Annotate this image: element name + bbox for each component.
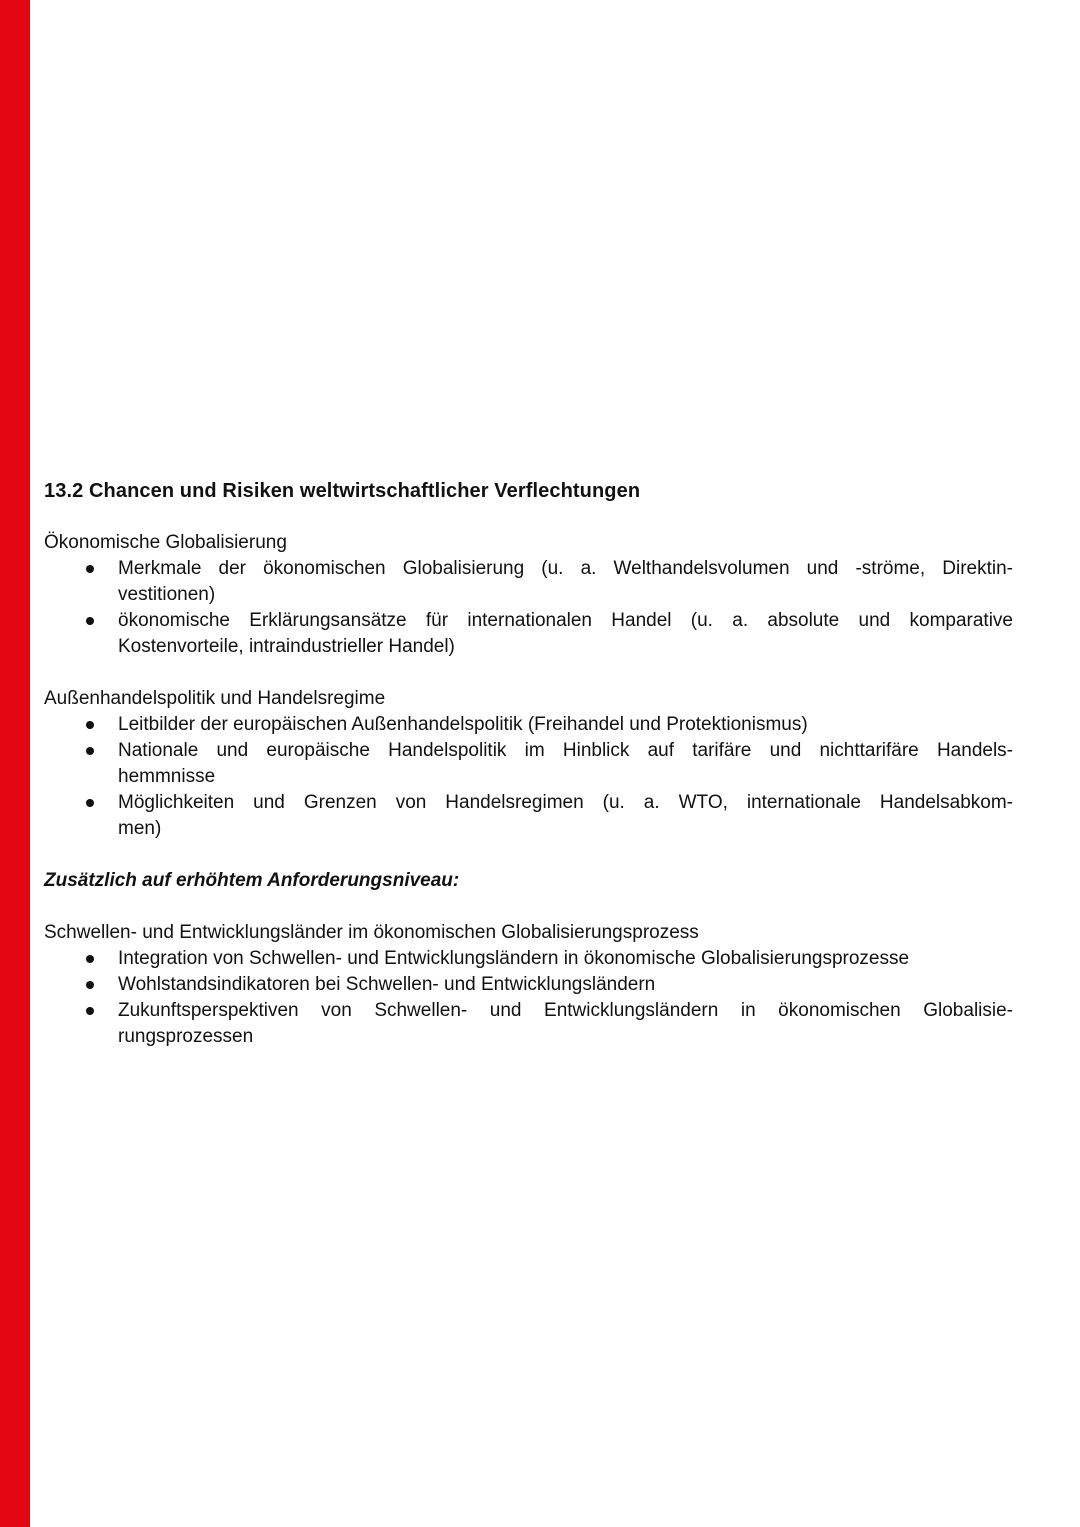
bullet-text-line: Merkmale der ökonomischen Globalisierung (u. a. Welthandelsvolumen und -ströme, Direktin- — [118, 558, 1013, 579]
bullet-text-line: Möglichkeiten und Grenzen von Handelsregimen (u. a. WTO, internationale Handelsabkom- — [118, 792, 1013, 813]
list-item — [44, 712, 1013, 738]
bullet-icon — [86, 747, 94, 755]
section-oekonomische-globalisierung — [44, 530, 1013, 660]
advanced-level-note: Zusätzlich auf erhöhtem Anforderungsniveau: — [44, 870, 460, 891]
section-title: Schwellen- und Entwicklungsländer im ökonomischen Globalisierungsprozess — [44, 922, 699, 943]
bullet-text-line: Kostenvorteile, intraindustrieller Handel) — [118, 636, 455, 657]
section-aussenhandelspolitik — [44, 686, 1013, 842]
bullet-icon — [86, 955, 94, 963]
bullet-list — [44, 556, 1013, 660]
list-item — [44, 972, 1013, 998]
bullet-text-line: ökonomische Erklärungsansätze für internationalen Handel (u. a. absolute und komparative — [118, 610, 1013, 631]
page-title: 13.2 Chancen und Risiken weltwirtschaftlicher Verflechtungen — [44, 480, 641, 502]
list-item — [44, 946, 1013, 972]
bullet-text-line: Wohlstandsindikatoren bei Schwellen- und Entwicklungsländern — [118, 974, 656, 995]
section-schwellen-entwicklungslaender — [44, 920, 1013, 1050]
section-title: Außenhandelspolitik und Handelsregime — [44, 688, 386, 709]
list-item — [44, 738, 1013, 790]
bullet-text-line: rungsprozessen — [118, 1026, 254, 1047]
bullet-icon — [86, 1007, 94, 1015]
bullet-icon — [86, 799, 94, 807]
bullet-icon — [86, 565, 94, 573]
bullet-icon — [86, 617, 94, 625]
list-item — [44, 998, 1013, 1050]
bullet-text-line: Integration von Schwellen- und Entwicklungsländern in ökonomische Globalisierungsprozesse — [118, 948, 910, 969]
bullet-icon — [86, 981, 94, 989]
bullet-list — [44, 712, 1013, 842]
bullet-list — [44, 946, 1013, 1050]
bullet-text-line: men) — [118, 818, 162, 839]
section-title: Ökonomische Globalisierung — [44, 532, 287, 553]
left-edge-red-stripe — [0, 0, 30, 1527]
list-item — [44, 556, 1013, 608]
bullet-text-line: vestitionen) — [118, 584, 216, 605]
bullet-icon — [86, 721, 94, 729]
list-item — [44, 790, 1013, 842]
bullet-text-line: Leitbilder der europäischen Außenhandelspolitik (Freihandel und Protektionismus) — [118, 714, 808, 735]
document-page — [44, 0, 1013, 1050]
bullet-text-line: Zukunftsperspektiven von Schwellen- und Entwicklungsländern in ökonomischen Globalisie- — [118, 1000, 1013, 1021]
bullet-text-line: hemmnisse — [118, 766, 216, 787]
bullet-text-line: Nationale und europäische Handelspolitik im Hinblick auf tarifäre und nichttarifäre Handels- — [118, 740, 1013, 761]
list-item — [44, 608, 1013, 660]
